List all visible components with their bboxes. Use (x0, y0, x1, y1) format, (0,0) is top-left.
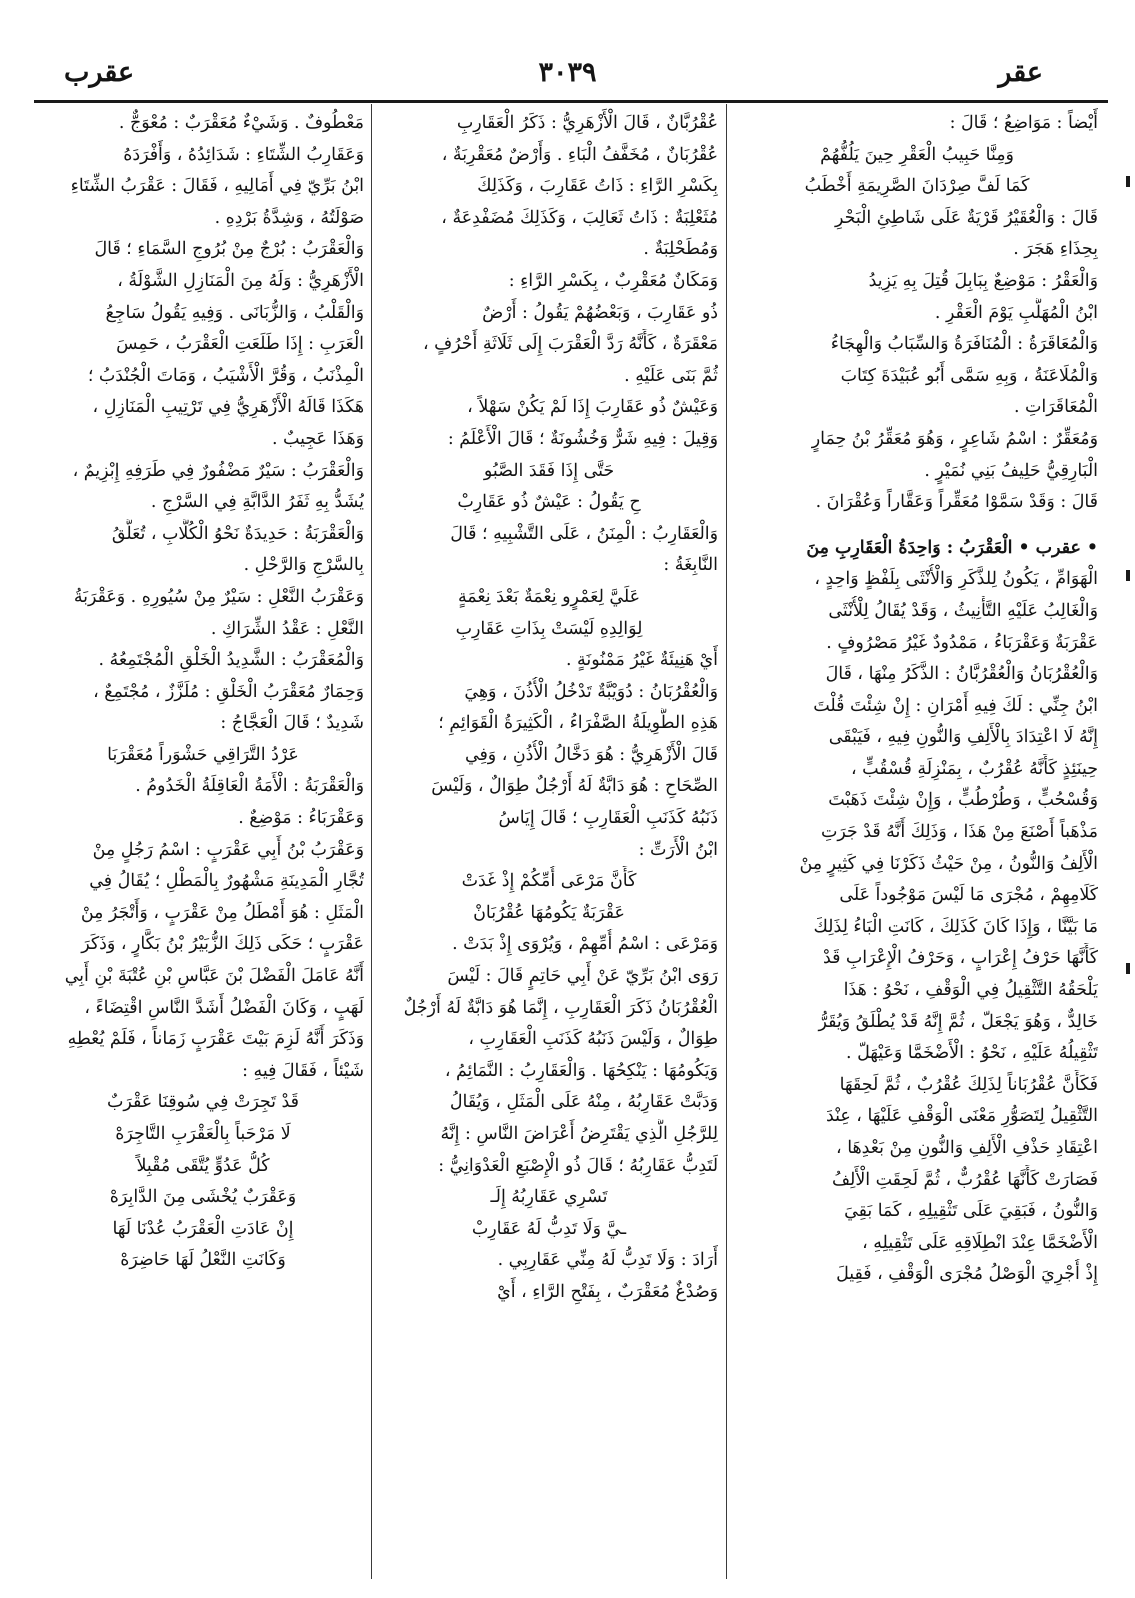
text-line: الصِّحَاحِ : هُوَ دَابَّةٌ لَهُ أَرْجُلٌ طِوَالٌ ، وَلَيْسَ (431, 776, 718, 797)
text-line: تَثْقِيلُهُ عَلَيْهِ ، نَحْوُ : الْأَضْخَمَّا وَعَيْهَلّ . (846, 1043, 1098, 1064)
text-line: وَهَذَا عَجِيبٌ . (271, 428, 364, 449)
text-line: وَعَقْرَبَاءُ : مَوْضِعٌ . (238, 808, 364, 829)
page-number: ٣٠٣٩ (538, 57, 597, 88)
text-line: الْمِذْنَبُ ، وَقُرَّ الْأَشْيَبُ ، وَمَاتَ الْجُنْدَبُ ؛ (87, 365, 364, 386)
text-line: طِوَالٌ ، وَلَيْسَ ذَنَبُهُ كَذَنَبِ الْعَقَارِبِ ، (468, 1029, 718, 1050)
text-line: وَمَرْعَى : اسْمُ أُمِّهِمْ ، وَيُرْوَى إِذْ بَدَتْ . (452, 934, 718, 955)
verse-line: كُلُّ عَدُوٍّ يُتَّقَى مُقْبِلاً (136, 1155, 270, 1176)
verse-line: حَتَّى إِذَا فَقَدَ الصَّبُو (483, 460, 615, 481)
text-line: وَالْمُعَاقَرَةُ : الْمُنَافَرَةُ وَالسِّبَابُ وَالْهِجَاءُ (830, 334, 1098, 355)
text-line: عُقْرُبَانٌ ، مُخَفَّفُ الْبَاءِ . وَأَرْضٌ مُعَقْرِبَةٌ ، (441, 144, 718, 165)
verse-line: وَكَانَتِ النَّعْلُ لَهَا حَاضِرَهْ (120, 1250, 286, 1271)
text-line: وَمُطَحْلِبَةٌ . (643, 239, 718, 260)
header-rule (34, 100, 1108, 103)
text-line: ثُمَّ بَنَى عَلَيْهِ . (624, 365, 718, 386)
text-column-middle (380, 108, 718, 1583)
text-line: أَنَّهُ عَامَلَ الْفَضْلَ بْنَ عَبَّاسِ بْنِ عُتْبَةَ بْنِ أَبِي (64, 966, 364, 987)
text-line: وَالْمُلَاعَنَةُ ، وَبِهِ سَمَّى أَبُو عُبَيْدَةَ كِتَابَ (840, 365, 1098, 386)
text-line: قَالَ : وَقَدْ سَمَّوْا مُعَقِّراً وَعَقَّاراً وَعُقْرَانَ . (815, 492, 1098, 513)
text-line: وَالْقَلْبُ ، وَالزُّبَانَى . وَفِيهِ يَقُولُ سَاجِعُ (105, 302, 364, 323)
text-line: فَصَارَتْ كَأَنَّهَا عُقْرُبٌّ ، ثُمَّ لَحِقَتِ الْأَلِفُ (832, 1169, 1098, 1190)
text-line: يُشَدُّ بِهِ ثَفَرُ الدَّابَّةِ فِي السَّرْجِ . (150, 492, 364, 513)
text-line: فَكَأَنَّ عُقْرُبَاناً لِذَلِكَ عُقْرُبٌ ، ثُمَّ لَحِقَهَا (839, 1074, 1098, 1095)
margin-mark (1126, 570, 1130, 581)
text-line: بِالسَّرْجِ وَالرَّحْلِ . (243, 555, 364, 576)
text-line: وَالْعَقْرُ : مَوْضِعٌ بِبَابِلَ قُتِلَ بِهِ يَزِيدُ (868, 270, 1098, 291)
text-line: وَصُدْغٌ مُعَقْرَبٌ ، بِفَتْحِ الرَّاءِ ، أَيْ (497, 1281, 718, 1302)
text-line: الْهَوَامِّ ، يَكُونُ لِلذَّكَرِ وَالْأُنْثَى بِلَفْظٍ وَاحِدٍ ، (814, 569, 1098, 590)
verse-line: لِوَالِدِهِ لَيْسَتْ بِذَاتِ عَقَارِبِ (455, 618, 643, 639)
verse-line: عَرْدُ التَّرَاقِي حَشْوَراً مُعَقْرَبَا (107, 744, 299, 765)
text-line: وَالْعُقْرُبَانُ : دُوَيْبَّةٌ تَدْخُلُ الْأُذُنَ ، وَهِيَ (464, 681, 718, 702)
text-line: شَيْئاً ، فَقَالَ فِيهِ : (242, 1060, 364, 1081)
verse-line: وَعَقْرَبٌ يُخْشَى مِنَ الدَّابِرَهْ (109, 1187, 297, 1208)
text-line: الْأَلِفُ وَالنُّونُ ، مِنْ حَيْثُ ذَكَرْنَا فِي كَثِيرٍ مِنْ (799, 853, 1098, 874)
text-line: وَالْعَقْرَبُ : بُرْجٌ مِنْ بُرُوجِ السَّمَاءِ ؛ قَالَ (94, 239, 364, 260)
verse-line: لَا مَرْحَباً بِالْعَقْرَبِ التَّاجِرَهْ (115, 1124, 291, 1144)
verse-line: ـيَّ وَلَا تَدِبُّ لَهُ عَقَارِبْ (471, 1218, 627, 1239)
text-line: هَذِهِ الطَّوِيلَةُ الصَّفْرَاءُ ، الْكَثِيرَةُ الْقَوَائِمِ ؛ (438, 713, 718, 734)
verse-line: حِ يَقُولُ : عَيْشٌ ذُو عَقَارِبْ (457, 492, 641, 513)
text-column-left (42, 108, 364, 1583)
text-line: إِذْ أُجْرِيَ الْوَصْلُ مُجْرَى الْوَقْفِ ، فَقِيلَ (836, 1264, 1098, 1285)
text-line: ابْنُ بَرِّيّ فِي أَمَالِيهِ ، فَقَالَ : عَقْرَبُ الشِّتَاءِ (70, 176, 364, 197)
text-line: عَقْرَبٍ ؛ حَكَى ذَلِكَ الزُّبَيْرُ بْنُ بَكَّارٍ ، وَذَكَرَ (81, 934, 364, 955)
text-line: وَالْمُعَقْرَبُ : الشَّدِيدُ الْخَلْقِ الْمُجْتَمِعُهُ . (98, 650, 364, 671)
text-line: ابْنُ الْمُهَلَّبِ يَوْمَ الْعَقْرِ . (934, 302, 1098, 323)
verse-line: كَأَنَّ مَرْعَى أُمِّكُمْ إِذْ غَدَتْ (461, 871, 637, 892)
text-line: هَكَذَا قَالَهُ الْأَزْهَرِيُّ فِي تَرْتِيبِ الْمَنَازِلِ ، (92, 397, 364, 418)
text-line: أَرَادَ : وَلَا تَدِبُّ لَهُ مِنِّي عَقَارِبِي . (497, 1250, 718, 1271)
margin-mark (1126, 176, 1130, 187)
margin-mark (1126, 963, 1130, 974)
text-line: مَعْقَرَةٌ ، كَأَنَّهُ رَدَّ الْعَقْرَبَ إِلَى ثَلَاثَةِ أَحْرُفٍ ، (422, 334, 718, 355)
text-line: الْمُعَاقَرَاتِ . (1013, 397, 1098, 418)
text-line: وَالْعَقْرَبَةُ : الْأَمَةُ الْعَاقِلَةُ الْخَدُومُ . (135, 776, 364, 797)
text-column-right (736, 108, 1098, 1583)
text-line: ذَنَبُهُ كَذَنَبِ الْعَقَارِبِ ؛ قَالَ إِيَاسُ (498, 808, 718, 829)
text-line: وَمُعَقِّرٌ : اسْمُ شَاعِرٍ ، وَهُوَ مُعَقِّرُ بْنُ حِمَارٍ (811, 428, 1098, 449)
text-line: مَذْهَباً أَصْنَعَ مِنْ هَذَا ، وَذَلِكَ أَنَّهُ قَدْ جَرَتِ (820, 822, 1098, 843)
text-line: النَّابِغَةُ : (663, 555, 718, 576)
text-line: صَوْلَتُهُ ، وَشِدَّةُ بَرْدِهِ . (214, 207, 364, 228)
text-line: الْأَزْهَرِيُّ : وَلَهُ مِنَ الْمَنَازِلِ الشَّوْلَةُ ، (117, 270, 364, 291)
text-line: وَالْعَقَارِبُ : الْمِنَنُ ، عَلَى التَّشْبِيهِ ؛ قَالَ (450, 523, 718, 544)
text-line: بِحِذَاءِ هَجَرَ . (1013, 239, 1098, 260)
entry-headword-line: • عقرب • الْعَقْرَبُ : وَاحِدَةُ الْعَقَارِبِ مِنَ (806, 537, 1098, 558)
verse-line: كَمَا لَفَّ صِرْدَانَ الصَّرِيمَةِ أَخْطَبُ (804, 176, 1030, 197)
text-line: كَلَامِهِمْ ، مُجْرَى مَا لَيْسَ مَوْجُوداً عَلَى (839, 885, 1098, 906)
text-line: تُجَّارِ الْمَدِينَةِ مَشْهُورٌ بِالْمَطْلِ ؛ يُقَالُ فِي (89, 871, 364, 892)
text-line: بِكَسْرِ الرَّاءِ : ذَاتُ عَقَارِبَ ، وَكَذَلِكَ (477, 176, 718, 197)
text-line: خَالِدٌّ ، وَهُوَ يَجْعَلّ ، ثُمَّ إِنَّهُ قَدْ يُطْلَقُ وَيُقَرُّ (818, 1011, 1098, 1032)
text-line: الْعُقْرُبَانُ ذَكَرَ الْعَقَارِبِ ، إِنَّمَا هُوَ دَابَّةٌ لَهُ أَرْجُلٌ (403, 997, 718, 1018)
text-line: وَالْعَقْرَبُ : سَيْرٌ مَضْفُورٌ فِي طَرَفِهِ إِبْزِيمٌ ، (72, 460, 364, 481)
text-line: لَتَدِبُّ عَقَارِبُهُ ؛ قَالَ ذُو الْإِصْبَعِ الْعَدْوَانِيُّ : (438, 1155, 718, 1176)
text-line: وَقُسْحُبٍّ ، وَطُرْطُبٍّ ، وَإِنْ شِئْتَ ذَهَبْتَ (828, 790, 1098, 811)
text-line: وَعَيْشٌ ذُو عَقَارِبَ إِذَا لَمْ يَكُنْ سَهْلاً ، (467, 397, 718, 418)
header-left-word: عقرب (64, 57, 135, 88)
text-line: وَعَقْرَبُ بْنُ أَبِي عَقْرَبٍ : اسْمُ رَجُلٍ مِنْ (92, 839, 364, 860)
text-line: الْأَضْخَمَّا عِنْدَ انْطِلَاقِهِ عَلَى تَثْقِيلِهِ ، (862, 1232, 1098, 1253)
verse-line: عَقْرَبَةٌ يَكُومُهَا عُقْرُبَانْ (473, 902, 625, 923)
text-line: وَالْغَالِبُ عَلَيْهِ التَّأْنِيثُ ، وَقَدْ يُقَالُ لِلْأُنْثَى (828, 600, 1098, 621)
text-line: مَعْطُوفٌ . وَشَيْءٌ مُعَقْرَبٌ : مُعْوَجٌّ . (118, 113, 364, 133)
text-line: مُثَعْلِبَةٌ : ذَاتُ ثَعَالِبَ ، وَكَذَلِكَ مُضَفْدِعَةٌ ، (441, 207, 718, 228)
text-line: حِينَئِذٍ كَأَنَّهُ عُقْرُبٌ ، بِمَنْزِلَةِ قُسْقُبٍّ ، (851, 758, 1098, 779)
text-line: عُقْرُبَّانٌ ، قَالَ الْأَزْهَرِيُّ : ذَكَرُ الْعَقَارِبِ (456, 113, 718, 133)
verse-line: عَلَيَّ لِعَمْرٍو نِعْمَةٌ بَعْدَ نِعْمَةٍ (457, 586, 641, 607)
text-line: وَعَقْرَبُ النَّعْلِ : سَيْرٌ مِنْ سُيُورِهِ . وَعَقْرَبَةُ (73, 586, 364, 607)
text-line: ابْنُ جِنِّي : لَكَ فِيهِ أَمْرَانِ : إِنْ شِئْتَ قُلْتَ (813, 695, 1098, 716)
text-line: الْعَرَبِ : إِذَا طَلَعَتِ الْعَقْرَبُ ، حَمِسَ (116, 334, 364, 355)
column-divider (371, 104, 372, 1579)
text-line: ذُو عَقَارِبَ ، وَبَعْضُهُمْ يَقُولُ : أَرْضٌ (482, 302, 718, 323)
text-line: اعْتِقَادِ حَذْفِ الْأَلِفِ وَالنُّونِ مِنْ بَعْدِهَا ، (836, 1138, 1098, 1158)
verse-line: وَمِنَّا حَبِيبُ الْعَقْرِ حِينَ يَلُفُّهُمْ (820, 144, 1014, 165)
text-line: قَالَ الْأَزْهَرِيُّ : هُوَ دَخَّالُ الْأُذُنِ ، وَفِي (465, 744, 718, 765)
verse-line: قَدْ تَجِرَتْ فِي سُوقِنَا عَقْرَبٌ (107, 1092, 299, 1113)
text-line: كَأَنَّهَا حَرْفُ إِعْرَابٍ ، وَحَرْفُ الْإِعْرَابِ قَدْ (822, 948, 1098, 969)
text-line: وَالْعُقْرُبَانُ وَالْعُقْرُبَّانُ : الذَّكَرُ مِنْهَا ، قَالَ (825, 664, 1098, 685)
text-line: الْبَارِقِيُّ حَلِيفُ بَنِي نُمَيْرٍ . (924, 460, 1098, 481)
text-line: أَيْ هَنِيئَةٌ غَيْرُ مَمْنُونَةٍ . (565, 650, 718, 671)
text-line: إِنَّهُ لَا اعْتِدَادَ بِالْأَلِفِ وَالنُّونِ فِيهِ ، فَيَبْقَى (828, 727, 1098, 748)
text-line: وَقِيلَ : فِيهِ شَرٌّ وَخُشُونَةٌ ؛ قَالَ الْأَعْلَمُ : (447, 428, 718, 449)
verse-line: تَسْرِي عَقَارِبُهُ إِلَـ (490, 1187, 608, 1208)
text-line: يَلْحَقُهُ التَّثْقِيلُ فِي الْوَقْفِ ، نَحْوُ : هَذَا (843, 980, 1098, 1001)
text-line: أَيْضاً : مَوَاضِعُ ؛ قَالَ : (949, 113, 1098, 133)
text-line: وَالنُّونُ ، فَبَقِيَ عَلَى تَثْقِيلِهِ ، كَمَا بَقِيَ (844, 1201, 1098, 1222)
text-line: وَحِمَارٌ مُعَقْرَبُ الْخَلْقِ : مُلَزَّزٌ ، مُجْتَمِعٌ ، (93, 681, 364, 702)
text-line: لَهَبٍ ، وَكَانَ الْفَضْلُ أَشَدَّ النَّاسِ اقْتِضَاءً ، (84, 997, 364, 1018)
verse-line: إِنْ عَادَتِ الْعَقْرَبُ عُدْنَا لَهَا (112, 1218, 294, 1239)
text-line: وَدَبَّتْ عَقَارِبُهُ ، مِنْهُ عَلَى الْمَثَلِ ، وَيُقَالُ (449, 1092, 718, 1113)
text-line: وَذَكَرَ أَنَّهُ لَزِمَ بَيْتَ عَقْرَبٍ زَمَاناً ، فَلَمْ يُعْطِهِ (67, 1029, 364, 1050)
text-line: ابْنُ الْأَرَتِّ : (638, 839, 718, 860)
text-line: الْمَثَلِ : هُوَ أَمْطَلُ مِنْ عَقْرَبٍ ، وَأَتْجَرُ مِنْ (80, 902, 364, 923)
text-line: التَّثْقِيلُ لِتَصَوُّرِ مَعْنَى الْوَقْفِ عَلَيْهَا ، عِنْدَ (826, 1106, 1098, 1127)
text-line: قَالَ : وَالْعُقَيْرُ قَرْيَةٌ عَلَى شَاطِئِ الْبَحْرِ (835, 207, 1098, 228)
text-line: وَالْعَقْرَبَةُ : حَدِيدَةٌ نَحْوُ الْكُلَّابِ ، تُعَلَّقُ (111, 523, 364, 544)
column-divider (726, 104, 727, 1579)
header-right-word: عقر (998, 57, 1043, 88)
text-line: النَّعْلِ : عَقْدُ الشِّرَاكِ . (210, 618, 364, 639)
text-line: وَعَقَارِبُ الشِّتَاءِ : شَدَائِدُهُ ، وَأَفْرَدَهُ (123, 144, 364, 165)
text-line: لِلرَّجُلِ الَّذِي يَقْتَرِضُ أَعْرَاضَ النَّاسِ : إِنَّهُ (440, 1124, 718, 1144)
text-line: شَدِيدٌ ؛ قَالَ الْعَجَّاجُ : (220, 713, 364, 734)
text-line: وَمَكَانٌ مُعَقْرِبٌ ، بِكَسْرِ الرَّاءِ : (508, 270, 718, 291)
text-line: عَقْرَبَةٌ وَعَقْرَبَاءُ ، مَمْدُودٌ غَيْرُ مَصْرُوفٍ . (826, 632, 1098, 653)
text-line: وَيَكُومُهَا : يَنْكِحُهَا . وَالْعَقَارِبُ : النَّمَائِمُ ، (444, 1060, 718, 1081)
text-line: مَا بَيَّنَّا ، وَإِذَا كَانَ كَذَلِكَ ، كَانَتِ الْبَاءُ لِذَلِكَ (813, 916, 1098, 937)
text-line: رَوَى ابْنُ بَرِّيّ عَنْ أَبِي حَاتِمٍ قَالَ : لَيْسَ (447, 966, 718, 987)
